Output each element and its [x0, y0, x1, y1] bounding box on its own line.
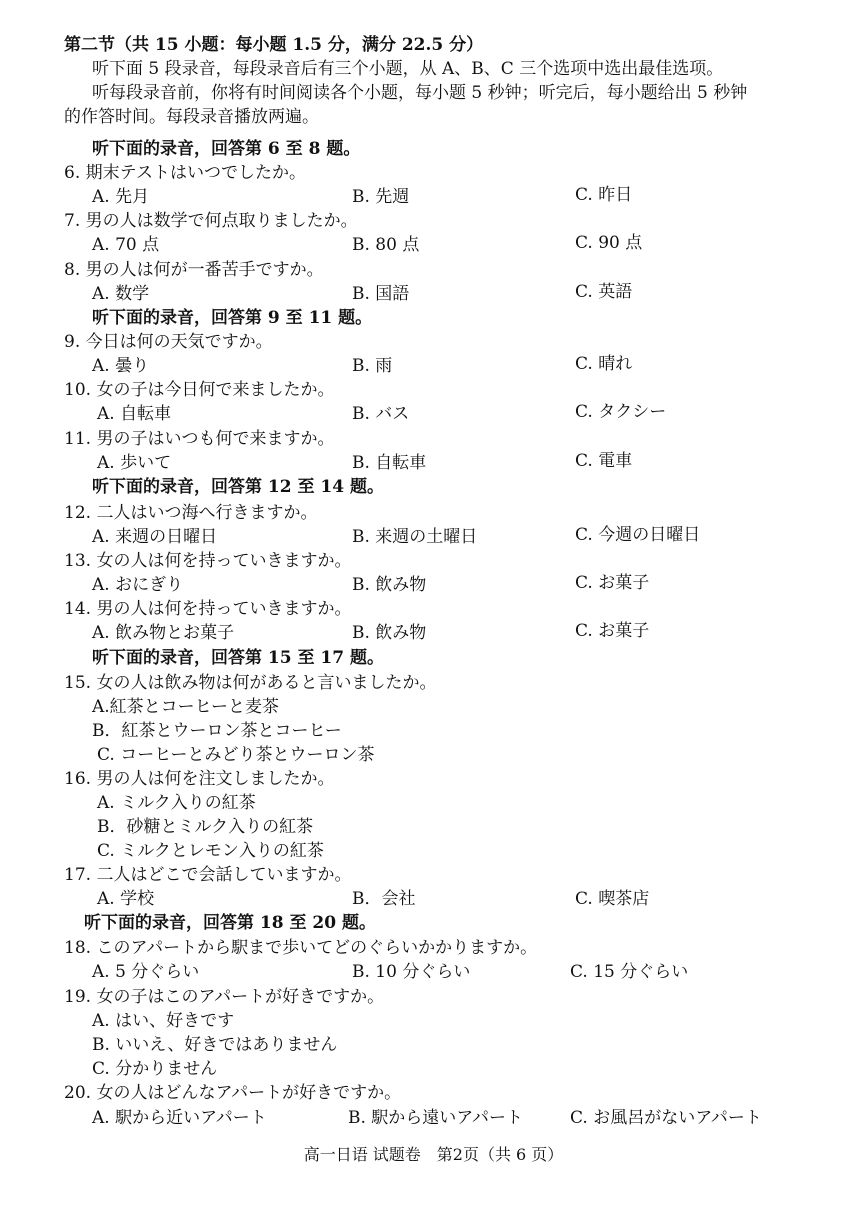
group-heading: 听下面的录音，回答第 15 至 17 题。 — [92, 648, 384, 668]
option-b: B. 10 分ぐらい — [352, 962, 471, 982]
option-b: B. 自転車 — [352, 453, 427, 473]
option-b: B. 雨 — [352, 356, 393, 376]
instruction-2b: 的作答时间。每段录音播放两遍。 — [64, 107, 319, 127]
option-b: B. 来週の土曜日 — [352, 527, 478, 547]
option-a: A. 70 点 — [92, 235, 160, 255]
option-a: A. 歩いて — [97, 453, 172, 473]
option-a: A. 来週の日曜日 — [92, 527, 218, 547]
group-heading: 听下面的录音，回答第 12 至 14 题。 — [92, 477, 384, 497]
question-text: 14. 男の人は何を持っていきますか。 — [64, 599, 352, 619]
question-text: 16. 男の人は何を注文しましたか。 — [64, 769, 335, 789]
question-text: 20. 女の人はどんなアパートが好きですか。 — [64, 1083, 402, 1103]
instruction-2a: 听每段录音前，你将有时间阅读各个小题，每小题 5 秒钟；听完后，每小题给出 5 秒钟 — [92, 83, 748, 103]
option-b: B. いいえ、好きではありません — [92, 1035, 338, 1055]
option-c: C. 今週の日曜日 — [575, 525, 701, 545]
option-a: A. 曇り — [92, 356, 150, 376]
option-b: B. 飲み物 — [352, 623, 427, 643]
option-a: A. 飲み物とお菓子 — [92, 623, 235, 643]
question-text: 8. 男の人は何が一番苦手ですか。 — [64, 260, 324, 280]
question-text: 7. 男の人は数学で何点取りましたか。 — [64, 211, 358, 231]
page-footer: 高一日语 试题卷 第2页（共 6 页） — [303, 1145, 564, 1164]
option-b: B. 国語 — [352, 284, 410, 304]
option-c: C. 90 点 — [575, 233, 643, 253]
group-heading: 听下面的录音，回答第 6 至 8 题。 — [92, 139, 361, 159]
option-b: B. 飲み物 — [352, 575, 427, 595]
option-c: C. 晴れ — [575, 354, 633, 374]
option-a: A. 駅から近いアパート — [92, 1108, 267, 1128]
option-b: B. 駅から遠いアパート — [348, 1108, 523, 1128]
option-c: C. タクシー — [575, 402, 667, 422]
option-c: C. 分かりません — [92, 1059, 218, 1079]
question-text: 9. 今日は何の天気ですか。 — [64, 332, 273, 352]
option-c: C. 昨日 — [575, 185, 633, 205]
option-b: B. 先週 — [352, 187, 410, 207]
question-text: 6. 期末テストはいつでしたか。 — [64, 163, 306, 183]
option-c: C. 英語 — [575, 282, 633, 302]
option-c: C. お菓子 — [575, 621, 650, 641]
instruction-1: 听下面 5 段录音，每段录音后有三个小题，从 A、B、C 三个选项中选出最佳选项。 — [92, 59, 724, 79]
section-title: 第二节（共 15 小题：每小题 1.5 分，满分 22.5 分） — [64, 35, 484, 55]
option-a: A. ミルク入りの紅茶 — [97, 793, 256, 813]
question-text: 18. このアパートから駅まで歩いてどのぐらいかかりますか。 — [64, 938, 538, 958]
option-b: B. 80 点 — [352, 235, 420, 255]
option-c: C. コーヒーとみどり茶とウーロン茶 — [97, 745, 375, 765]
option-a: A. 学校 — [97, 889, 155, 909]
option-a: A. 先月 — [92, 187, 150, 207]
option-c: C. お風呂がないアパート — [570, 1108, 762, 1128]
option-c: C. 電車 — [575, 451, 633, 471]
question-text: 10. 女の子は今日何で来ましたか。 — [64, 380, 335, 400]
question-text: 12. 二人はいつ海へ行きますか。 — [64, 503, 318, 523]
question-text: 17. 二人はどこで会話していますか。 — [64, 865, 352, 885]
group-heading: 听下面的录音，回答第 18 至 20 题。 — [84, 913, 376, 933]
option-c: C. 喫茶店 — [575, 889, 650, 909]
option-b: B．紅茶とウーロン茶とコーヒー — [92, 721, 342, 741]
question-text: 11. 男の子はいつも何で来ますか。 — [64, 429, 335, 449]
option-b: B．会社 — [352, 889, 416, 909]
question-text: 15. 女の人は飲み物は何があると言いましたか。 — [64, 673, 437, 693]
option-c: C. ミルクとレモン入りの紅茶 — [97, 841, 324, 861]
option-a: A. 5 分ぐらい — [92, 962, 200, 982]
option-a: A.紅茶とコーヒーと麦茶 — [92, 697, 280, 717]
group-heading: 听下面的录音，回答第 9 至 11 题。 — [92, 308, 373, 328]
option-a: A. おにぎり — [92, 575, 184, 595]
question-text: 13. 女の人は何を持っていきますか。 — [64, 551, 352, 571]
option-c: C. 15 分ぐらい — [570, 962, 689, 982]
option-a: A. 自転車 — [97, 404, 172, 424]
option-a: A. 数学 — [92, 284, 150, 304]
option-b: B. バス — [352, 404, 410, 424]
question-text: 19. 女の子はこのアパートが好きですか。 — [64, 987, 385, 1007]
option-a: A. はい、好きです — [92, 1011, 235, 1031]
option-c: C. お菓子 — [575, 573, 650, 593]
option-b: B．砂糖とミルク入りの紅茶 — [97, 817, 314, 837]
